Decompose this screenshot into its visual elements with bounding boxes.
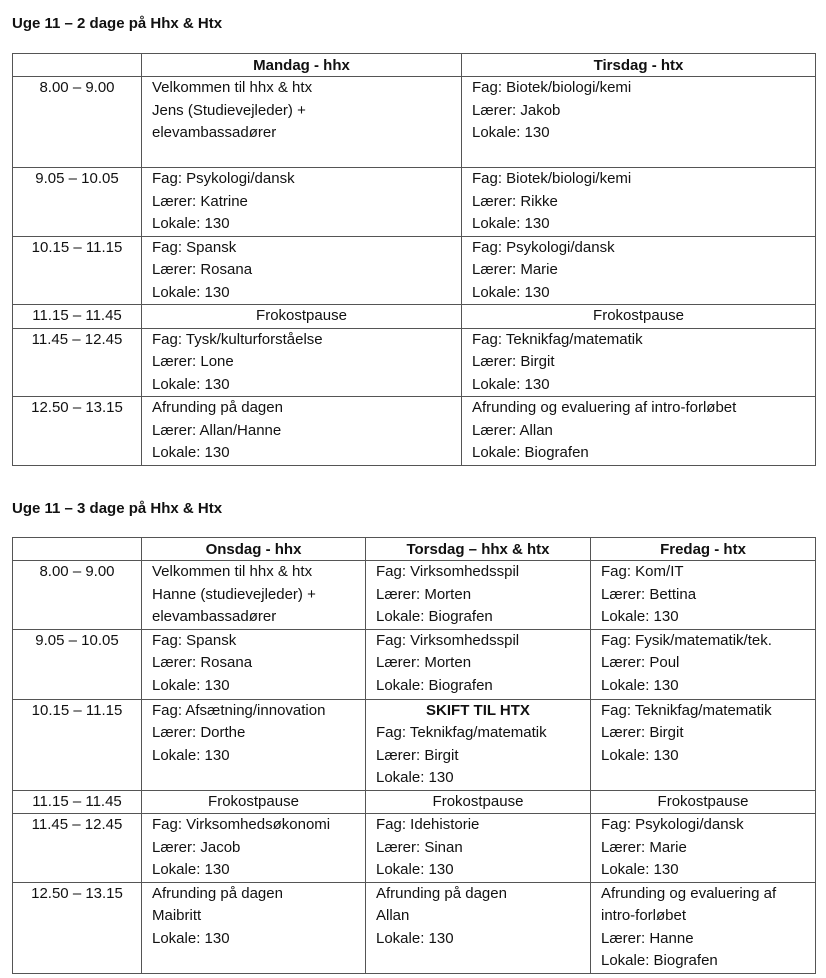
schedule-cell: Fag: Fysik/matematik/tek. Lærer: Poul Lokale: 130 bbox=[591, 629, 816, 699]
schedule-cell: Fag: Psykologi/dansk Lærer: Katrine Lokale: 130 bbox=[142, 168, 462, 237]
header-time bbox=[13, 54, 142, 77]
table-row bbox=[13, 561, 816, 630]
schedule-cell: Fag: Psykologi/dansk Lærer: Marie Lokale: 130 bbox=[462, 236, 816, 305]
schedule-cell: Fag: Virksomhedsspil Lærer: Morten Lokale: Biografen bbox=[366, 629, 591, 699]
schedule-cell: Fag: Tysk/kulturforståelse Lærer: Lone Lokale: 130 bbox=[142, 328, 462, 397]
lunch-cell: Frokostpause bbox=[462, 305, 816, 329]
header-friday: Fredag - htx bbox=[591, 538, 816, 561]
time-slot: 9.05 – 10.05 bbox=[13, 168, 142, 237]
schedule-cell: Velkommen til hhx & htx Hanne (studievejleder) + elevambassadører bbox=[142, 561, 366, 630]
time-slot: 10.15 – 11.15 bbox=[13, 699, 142, 790]
lunch-cell: Frokostpause bbox=[366, 790, 591, 814]
table-row bbox=[13, 814, 816, 883]
table-row bbox=[13, 236, 816, 305]
table-row bbox=[13, 305, 816, 329]
table-row bbox=[13, 629, 816, 699]
header-thursday: Torsdag – hhx & htx bbox=[366, 538, 591, 561]
table-header-row bbox=[13, 54, 816, 77]
time-slot: 12.50 – 13.15 bbox=[13, 397, 142, 466]
schedule-cell: Fag: Teknikfag/matematik Lærer: Birgit Lokale: 130 bbox=[591, 699, 816, 790]
schedule-title-3-days: Uge 11 – 3 dage på Hhx & Htx bbox=[12, 500, 223, 517]
lunch-cell: Frokostpause bbox=[142, 790, 366, 814]
schedule-table-3-days bbox=[12, 537, 816, 974]
schedule-cell: Fag: Biotek/biologi/kemi Lærer: Jakob Lokale: 130 bbox=[462, 77, 816, 168]
lunch-cell: Frokostpause bbox=[591, 790, 816, 814]
schedule-cell: Afrunding og evaluering af intro-forløbet Lærer: Allan Lokale: Biografen bbox=[462, 397, 816, 466]
time-slot: 11.45 – 12.45 bbox=[13, 814, 142, 883]
schedule-cell: Fag: Idehistorie Lærer: Sinan Lokale: 130 bbox=[366, 814, 591, 883]
schedule-cell: SKIFT TIL HTX Fag: Teknikfag/matematik Lærer: Birgit Lokale: 130 bbox=[366, 699, 591, 790]
time-slot: 11.15 – 11.45 bbox=[13, 305, 142, 329]
lunch-cell: Frokostpause bbox=[142, 305, 462, 329]
time-slot: 12.50 – 13.15 bbox=[13, 882, 142, 973]
time-slot: 8.00 – 9.00 bbox=[13, 561, 142, 630]
table-row bbox=[13, 790, 816, 814]
table-header-row bbox=[13, 538, 816, 561]
schedule-cell: Afrunding på dagen Allan Lokale: 130 bbox=[366, 882, 591, 973]
time-slot: 10.15 – 11.15 bbox=[13, 236, 142, 305]
schedule-cell: Velkommen til hhx & htx Jens (Studievejleder) + elevambassadører bbox=[142, 77, 462, 168]
schedule-cell: Afrunding på dagen Maibritt Lokale: 130 bbox=[142, 882, 366, 973]
table-row bbox=[13, 168, 816, 237]
header-time bbox=[13, 538, 142, 561]
schedule-cell: Fag: Virksomhedsøkonomi Lærer: Jacob Lokale: 130 bbox=[142, 814, 366, 883]
schedule-cell: Fag: Afsætning/innovation Lærer: Dorthe Lokale: 130 bbox=[142, 699, 366, 790]
schedule-cell: Fag: Spansk Lærer: Rosana Lokale: 130 bbox=[142, 629, 366, 699]
table-row bbox=[13, 882, 816, 973]
table-row bbox=[13, 77, 816, 168]
schedule-cell: Afrunding og evaluering af intro-forløbet Lærer: Hanne Lokale: Biografen bbox=[591, 882, 816, 973]
time-slot: 8.00 – 9.00 bbox=[13, 77, 142, 168]
schedule-cell: Afrunding på dagen Lærer: Allan/Hanne Lokale: 130 bbox=[142, 397, 462, 466]
schedule-cell: Fag: Virksomhedsspil Lærer: Morten Lokale: Biografen bbox=[366, 561, 591, 630]
header-tuesday: Tirsdag - htx bbox=[462, 54, 816, 77]
time-slot: 11.45 – 12.45 bbox=[13, 328, 142, 397]
shift-to-htx-note: SKIFT TIL HTX bbox=[426, 701, 530, 719]
schedule-cell: Fag: Teknikfag/matematik Lærer: Birgit Lokale: 130 bbox=[462, 328, 816, 397]
header-wednesday: Onsdag - hhx bbox=[142, 538, 366, 561]
time-slot: 9.05 – 10.05 bbox=[13, 629, 142, 699]
table-row bbox=[13, 699, 816, 790]
schedule-cell: Fag: Kom/IT Lærer: Bettina Lokale: 130 bbox=[591, 561, 816, 630]
schedule-cell: Fag: Spansk Lærer: Rosana Lokale: 130 bbox=[142, 236, 462, 305]
schedule-cell: Fag: Psykologi/dansk Lærer: Marie Lokale: 130 bbox=[591, 814, 816, 883]
schedule-title-2-days: Uge 11 – 2 dage på Hhx & Htx bbox=[12, 15, 223, 32]
schedule-table-2-days bbox=[12, 53, 816, 466]
schedule-cell: Fag: Biotek/biologi/kemi Lærer: Rikke Lokale: 130 bbox=[462, 168, 816, 237]
table-row bbox=[13, 328, 816, 397]
table-row bbox=[13, 397, 816, 466]
header-monday: Mandag - hhx bbox=[142, 54, 462, 77]
time-slot: 11.15 – 11.45 bbox=[13, 790, 142, 814]
